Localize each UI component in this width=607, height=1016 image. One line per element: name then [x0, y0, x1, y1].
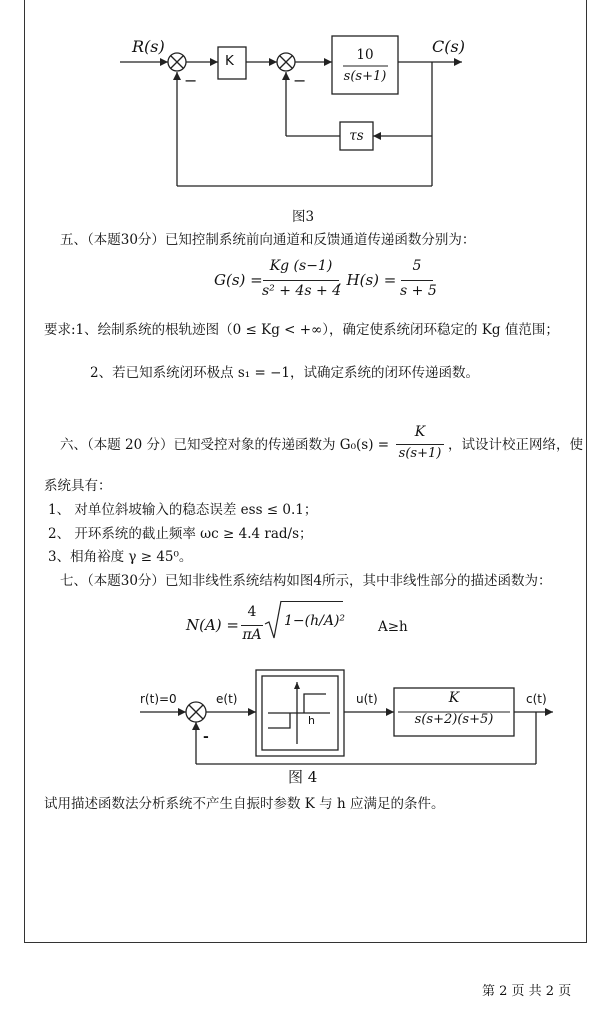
fig4-minus: - — [203, 729, 209, 745]
q5-H-den: s + 5 — [400, 283, 437, 299]
fig4-input-label: r(t)=0 — [140, 692, 177, 706]
q6-heading-cont: ，试设计校正网络，使 — [448, 437, 583, 453]
q5-G-num: Kg (s−1) — [269, 258, 333, 274]
q5-H-num: 5 — [412, 258, 422, 274]
fig3-gain-block: K — [225, 53, 234, 69]
fig4-caption: 图 4 — [288, 768, 318, 786]
q6-line-2: 系统具有： — [44, 478, 112, 494]
q7-heading: 七、（本题30分）已知非线性系统结构如图4所示，其中非线性部分的描述函数为： — [60, 573, 552, 589]
fig4-plant-num: K — [448, 690, 460, 706]
q5-requirement-1: 要求:1、绘制系统的根轨迹图（0 ≤ Kg < +∞），确定使系统闭环稳定的 Kg 值范围； — [44, 322, 559, 338]
fig3-output-label: C(s) — [432, 37, 465, 56]
q7-N-fraction-bar — [241, 625, 263, 626]
q6-frac-den: s(s+1) — [398, 446, 442, 461]
q5-G-lhs: G(s) = — [214, 271, 263, 289]
page-footer: 第 2 页 共 2 页 — [482, 984, 572, 999]
q6-item-3: 3、相角裕度 γ ≥ 45⁰。 — [48, 549, 193, 565]
figure-3-diagram — [0, 0, 607, 200]
q5-requirement-2: 2、若已知系统闭环极点 s₁ = −1，试确定系统的闭环传递函数。 — [90, 365, 480, 381]
fig4-u-label: u(t) — [356, 692, 378, 706]
q7-N-root: 1−(h/A)² — [284, 613, 346, 629]
q6-fraction-bar — [396, 444, 444, 445]
fig4-error-label: e(t) — [216, 692, 238, 706]
q7-N-den: πA — [242, 627, 262, 643]
fig4-output-label: c(t) — [526, 692, 547, 706]
q5-G-den: s² + 4s + 4 — [262, 283, 342, 299]
q6-item-1: 1、 对单位斜坡输入的稳态误差 ess ≤ 0.1； — [48, 502, 318, 518]
fig3-plant-den: s(s+1) — [343, 69, 387, 84]
q7-radical-sign — [264, 600, 282, 640]
q5-G-fraction-bar — [263, 280, 339, 281]
fig4-h-label: h — [308, 714, 315, 727]
q5-H-fraction-bar — [401, 280, 433, 281]
fig3-plant-num: 10 — [356, 47, 374, 63]
q5-H-lhs: , H(s) = — [337, 271, 397, 289]
fig3-caption: 图3 — [292, 209, 315, 225]
q7-condition: A≥h — [378, 619, 408, 635]
q6-heading: 六、（本题 20 分）已知受控对象的传递函数为 G₀(s) = — [60, 437, 390, 453]
fig4-plant-den: s(s+2)(s+5) — [414, 712, 494, 727]
fig3-minus-1: − — [184, 71, 198, 90]
q7-radical-bar — [281, 601, 343, 602]
q5-heading: 五、（本题30分）已知控制系统前向通道和反馈通道传递函数分别为： — [60, 232, 476, 248]
q6-frac-num: K — [414, 424, 426, 440]
q7-closing: 试用描述函数法分析系统不产生自振时参数 K 与 h 应满足的条件。 — [44, 796, 445, 812]
q7-N-lhs: N(A) = — [186, 616, 239, 634]
fig3-minus-2: − — [293, 71, 307, 90]
fig3-feedback-block: τs — [349, 128, 364, 144]
figure-4-diagram — [0, 660, 607, 780]
fig3-input-label: R(s) — [132, 37, 165, 56]
q6-item-2: 2、 开环系统的截止频率 ωc ≥ 4.4 rad/s； — [48, 526, 313, 542]
q7-N-num: 4 — [247, 604, 257, 620]
